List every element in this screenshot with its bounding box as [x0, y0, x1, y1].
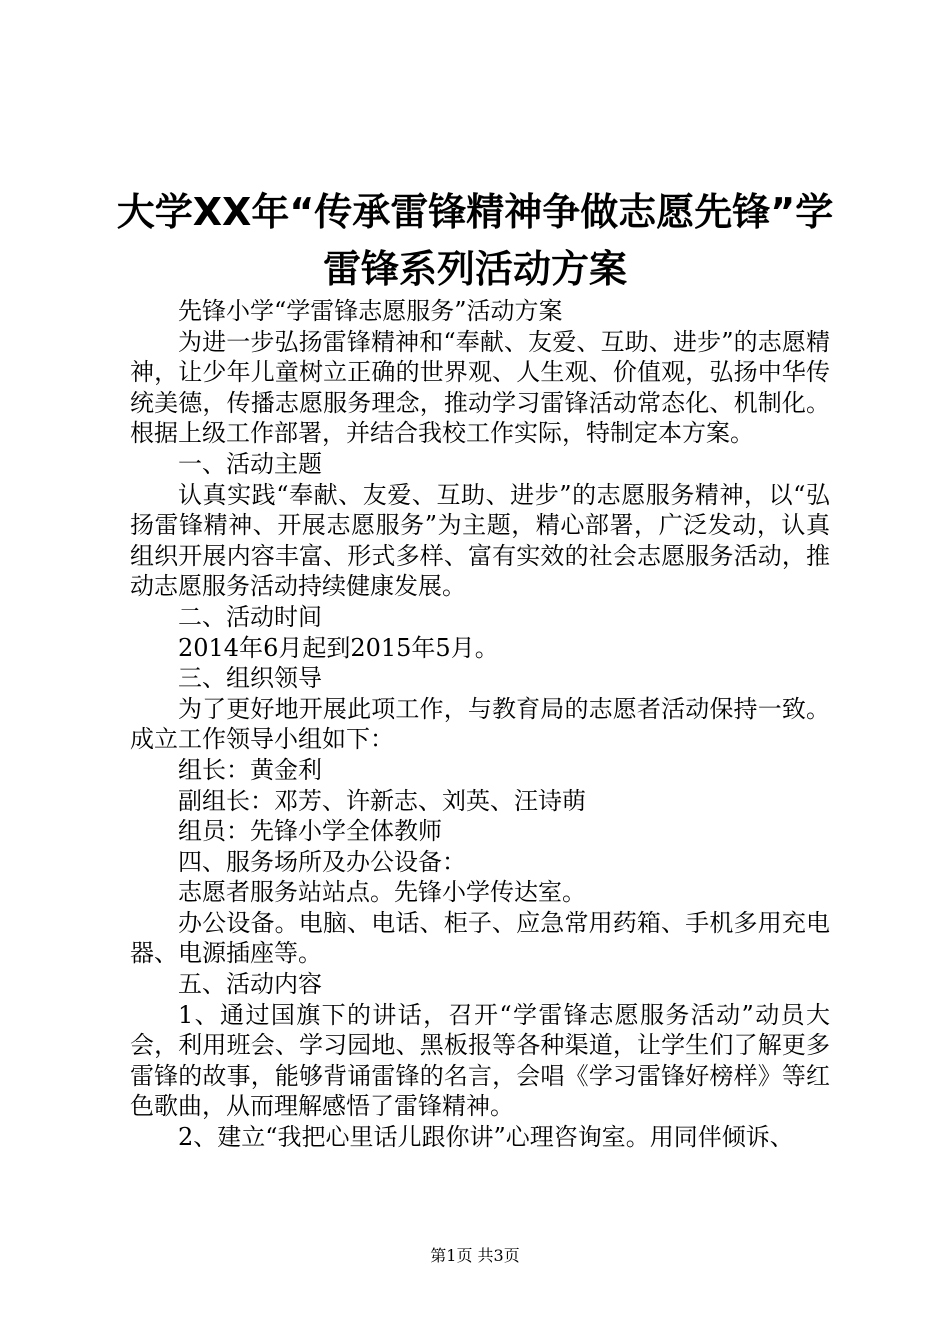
section-heading: 二、活动时间	[178, 602, 322, 631]
document-body	[130, 296, 830, 1153]
paragraph: 为进一步弘扬雷锋精神和“奉献、友爱、互助、进步”的志愿精神，让少年儿童树立正确的世界观、人生观、价值观，弘扬中华传统美德，传播志愿服务理念，推动学习雷锋活动常态化、机制化。根据上级工作部署，并结合我校工作实际，特制定本方案。	[130, 327, 830, 448]
paragraph: 组员：先锋小学全体教师	[178, 817, 442, 846]
paragraph: 认真实践“奉献、友爱、互助、进步”的志愿服务精神，以“弘扬雷锋精神、开展志愿服务”为主题，精心部署，广泛发动，认真组织开展内容丰富、形式多样、富有实效的社会志愿服务活动，推动志愿服务活动持续健康发展。	[130, 480, 830, 601]
paragraph: 1、通过国旗下的讲话，召开“学雷锋志愿服务活动”动员大会，利用班会、学习园地、黑板报等各种渠道，让学生们了解更多雷锋的故事，能够背诵雷锋的名言，会唱《学习雷锋好榜样》等红色歌曲，从而理解感悟了雷锋精神。	[130, 1000, 830, 1121]
paragraph: 组长：黄金利	[178, 755, 322, 784]
paragraph: 副组长：邓芳、许新志、刘英、汪诗萌	[178, 786, 586, 815]
paragraph: 志愿者服务站站点。先锋小学传达室。	[178, 878, 586, 907]
section-heading: 三、组织领导	[178, 664, 322, 693]
section-heading: 五、活动内容	[178, 970, 322, 999]
paragraph: 2014年6月起到2015年5月。	[178, 633, 499, 662]
paragraph: 办公设备。电脑、电话、柜子、应急常用药箱、手机多用充电器、电源插座等。	[130, 908, 830, 968]
paragraph: 2、建立“我把心里话儿跟你讲”心理咨询室。用同伴倾诉、	[178, 1123, 794, 1152]
document-title-line-1: 大学XX年“传承雷锋精神争做志愿先锋”学	[116, 190, 834, 234]
section-heading: 四、服务场所及办公设备：	[178, 847, 466, 876]
document-title-line-2: 雷锋系列活动方案	[322, 247, 627, 291]
section-heading: 一、活动主题	[178, 449, 322, 478]
paragraph: 先锋小学“学雷锋志愿服务”活动方案	[178, 297, 563, 325]
paragraph: 为了更好地开展此项工作，与教育局的志愿者活动保持一致。成立工作领导小组如下：	[130, 694, 830, 754]
page-number-footer: 第1页 共3页	[430, 1246, 520, 1265]
